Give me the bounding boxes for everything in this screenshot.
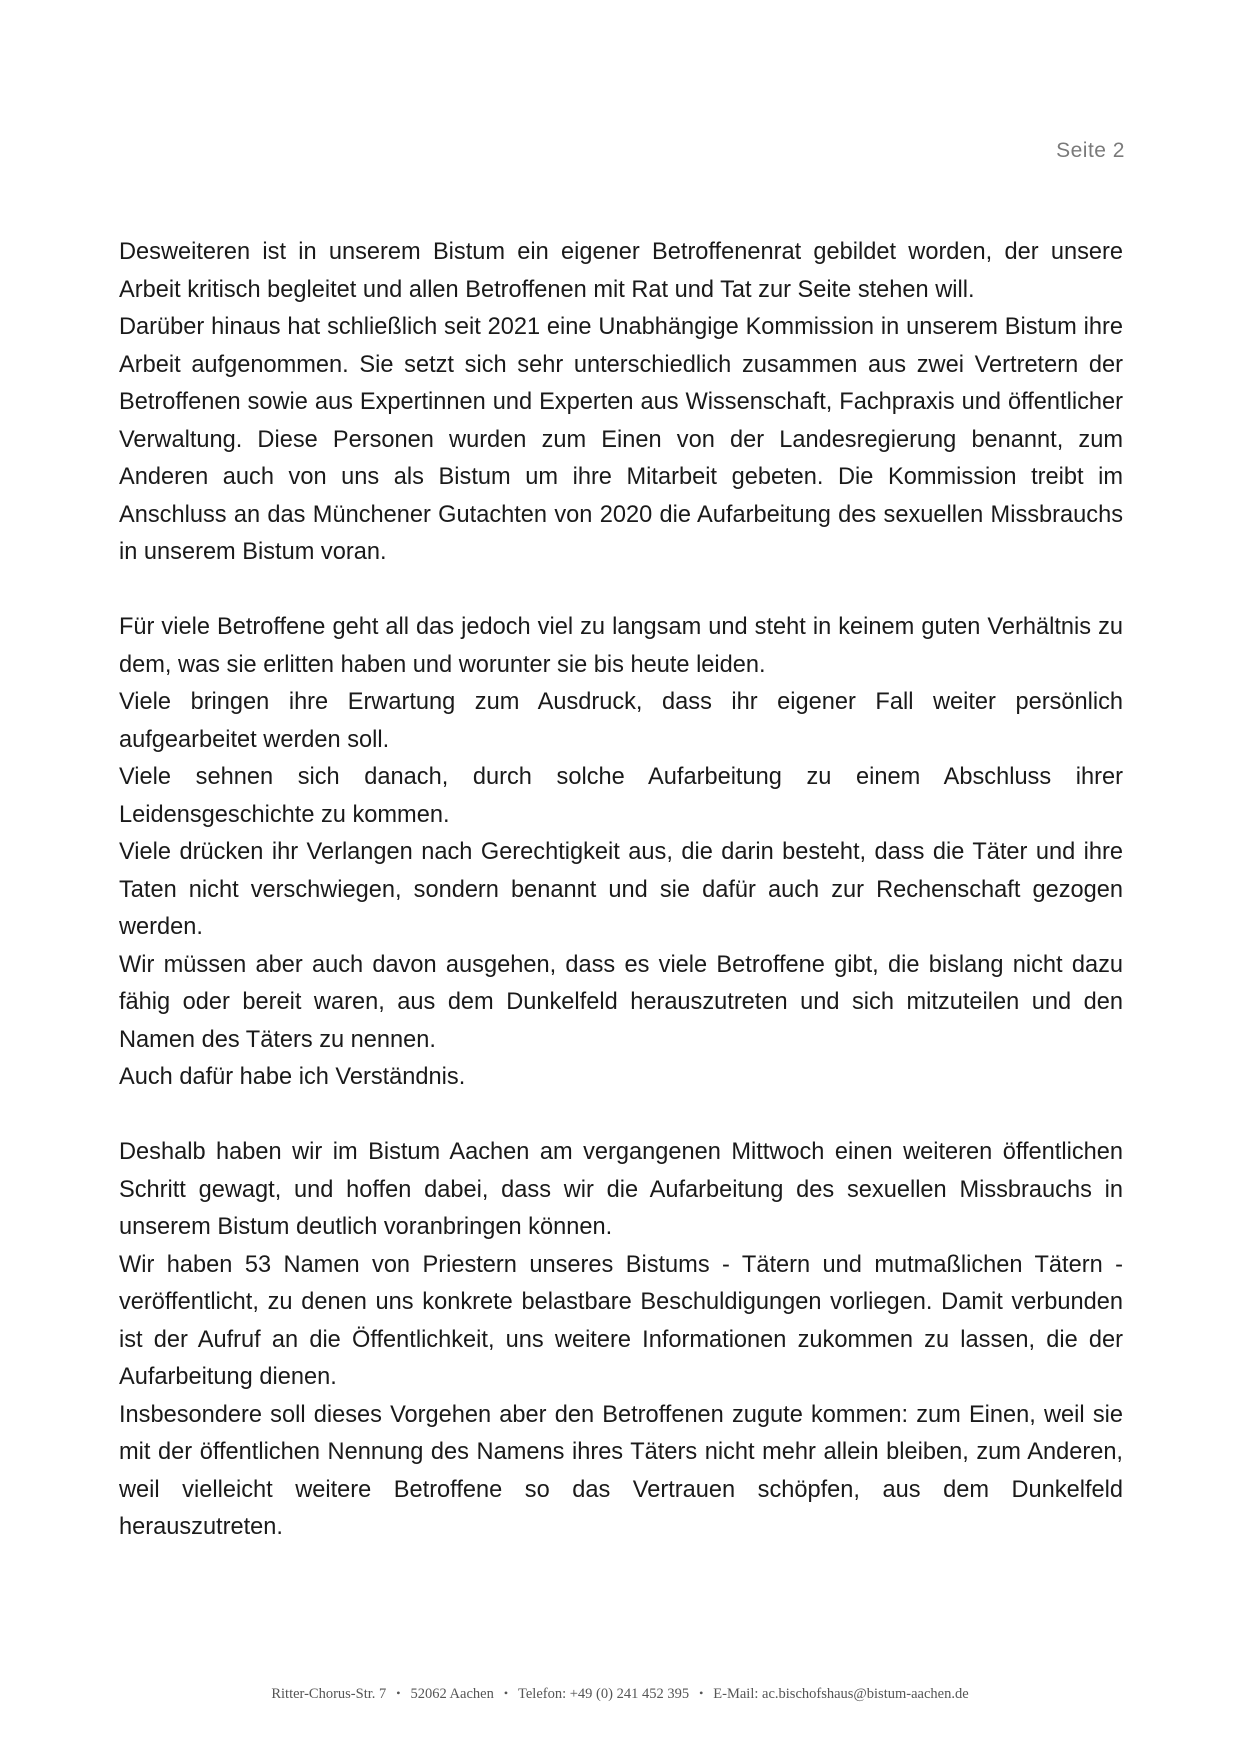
paragraph-2	[119, 609, 1123, 1097]
paragraph-3-sentence-1: Deshalb haben wir im Bistum Aachen am vergangenen Mittwoch einen weiteren öffentlichen Schritt gewagt, und hoffen dabei, dass wir die Aufarbeitung des sexuellen Missbrauchs in unserem Bistum deutlich voranbringen können.	[119, 1139, 1123, 1240]
footer-address: Ritter-Chorus-Str. 7	[271, 1686, 387, 1702]
footer-separator: •	[503, 1686, 509, 1700]
letterhead-footer	[0, 1686, 1240, 1703]
footer-separator: •	[396, 1686, 401, 1700]
paragraph-1	[119, 234, 1123, 572]
paragraph-2-sentence-6: Auch dafür habe ich Verständnis.	[119, 1064, 466, 1090]
paragraph-2-sentence-2: Viele bringen ihre Erwartung zum Ausdruck, dass ihr eigener Fall weiter persönlich aufgearbeitet werden soll.	[119, 689, 1123, 753]
page-number: Seite 2	[1056, 139, 1125, 162]
footer-phone: Telefon: +49 (0) 241 452 395	[518, 1686, 690, 1702]
footer-separator: •	[699, 1686, 704, 1700]
paragraph-2-sentence-3: Viele sehnen sich danach, durch solche Aufarbeitung zu einem Abschluss ihrer Leidensgeschichte zu kommen.	[119, 764, 1123, 828]
paragraph-3-sentence-2: Wir haben 53 Namen von Priestern unseres Bistums - Tätern und mutmaßlichen Tätern - veröffentlicht, zu denen uns konkrete belastbare Beschuldigungen vorliegen. Damit verbunden ist der Aufruf an die Öffentlichkeit, uns weitere Informationen zukommen zu lassen, die der Aufarbeitung dienen.	[119, 1251, 1123, 1390]
paragraph-2-sentence-5: Wir müssen aber auch davon ausgehen, dass es viele Betroffene gibt, die bislang nicht dazu fähig oder bereit waren, aus dem Dunkelfeld herauszutreten und sich mitzuteilen und den Namen des Täters zu nennen.	[119, 951, 1123, 1053]
paragraph-1-sentence-1: Desweiteren ist in unserem Bistum ein eigener Betroffenenrat gebildet worden, der unsere Arbeit kritisch begleitet und allen Betroffenen mit Rat und Tat zur Seite stehen will.	[119, 239, 1123, 303]
letter-body	[119, 234, 1123, 1584]
paragraph-2-sentence-1: Für viele Betroffene geht all das jedoch viel zu langsam und steht in keinem guten Verhältnis zu dem, was sie erlitten haben und worunter sie bis heute leiden.	[119, 614, 1123, 678]
paragraph-2-sentence-4: Viele drücken ihr Verlangen nach Gerechtigkeit aus, die darin besteht, dass die Täter und ihre Taten nicht verschwiegen, sondern benannt und sie dafür auch zur Rechenschaft gezogen werden.	[119, 839, 1123, 940]
paragraph-1-sentence-2: Darüber hinaus hat schließlich seit 2021 eine Unabhängige Kommission in unserem Bistum ihre Arbeit aufgenommen. Sie setzt sich sehr unterschiedlich zusammen aus zwei Vertretern der Betroffenen sowie aus Expertinnen und Experten aus Wissenschaft, Fachpraxis und öffentlicher Verwaltung. Diese Personen wurden zum Einen von der Landesregierung benannt, zum Anderen auch von uns als Bistum um ihre Mitarbeit gebeten. Die Kommission treibt im Anschluss an das Münchener Gutachten von 2020 die Aufarbeitung des sexuellen Missbrauchs in unserem Bistum voran.	[119, 314, 1123, 565]
paragraph-3	[119, 1134, 1123, 1547]
footer-city: 52062 Aachen	[410, 1686, 494, 1702]
paragraph-3-sentence-3: Insbesondere soll dieses Vorgehen aber den Betroffenen zugute kommen: zum Einen, weil sie mit der öffentlichen Nennung des Namens ihres Täters nicht mehr allein bleiben, zum Anderen, weil vielleicht weitere Betroffene so das Vertrauen schöpfen, aus dem Dunkelfeld herauszutreten.	[119, 1401, 1123, 1540]
footer-email: E-Mail: ac.bischofshaus@bistum-aachen.de	[713, 1686, 969, 1702]
